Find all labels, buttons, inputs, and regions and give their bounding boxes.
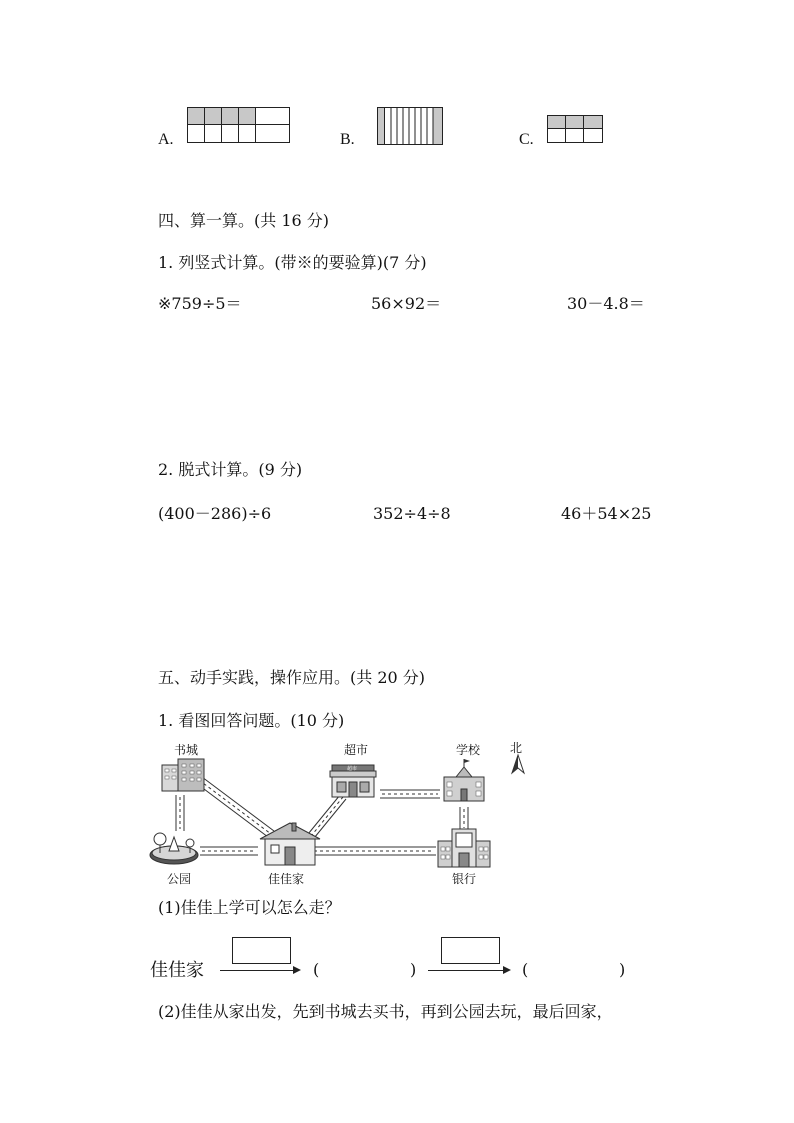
section4-q2-title: 2. 脱式计算。(9 分) bbox=[158, 460, 303, 479]
school-building-icon bbox=[444, 759, 484, 801]
section5-title: 五、动手实践，操作应用。(共 20 分) bbox=[158, 668, 426, 687]
home-house-icon bbox=[260, 823, 320, 865]
option-a-grid bbox=[187, 107, 290, 143]
map-label-school: 学校 bbox=[456, 743, 481, 757]
grid-cell bbox=[239, 125, 256, 142]
grid-cell bbox=[584, 116, 602, 129]
answer-blank-2[interactable] bbox=[534, 960, 618, 980]
map-figure bbox=[140, 735, 540, 890]
grid-cell bbox=[205, 108, 222, 125]
grid-cell bbox=[188, 108, 205, 125]
vertical-calc-item-3: 30－4.8＝ bbox=[567, 294, 645, 313]
bookstore-building-icon bbox=[162, 759, 204, 791]
option-a-label: A. bbox=[158, 131, 174, 148]
grid-cell bbox=[222, 108, 239, 125]
vertical-calc-item-1: ※759÷5＝ bbox=[158, 294, 242, 313]
section5-q1-title: 1. 看图回答问题。(10 分) bbox=[158, 711, 345, 730]
map-label-bookstore: 书城 bbox=[174, 743, 199, 757]
section4-q1-title: 1. 列竖式计算。(带※的要验算)(7 分) bbox=[158, 253, 427, 272]
map-label-north: 北 bbox=[510, 741, 523, 755]
grid-cell bbox=[548, 129, 566, 142]
direction-box-2[interactable] bbox=[441, 937, 500, 964]
stepwise-calc-item-3: 46＋54×25 bbox=[561, 504, 652, 523]
route-arrow-2 bbox=[428, 970, 504, 971]
vertical-calc-item-2: 56×92＝ bbox=[371, 294, 442, 313]
bank-building-icon bbox=[438, 829, 490, 867]
option-c-grid bbox=[547, 115, 603, 143]
grid-cell bbox=[548, 116, 566, 129]
option-c-label: C. bbox=[519, 131, 534, 148]
section4-title: 四、算一算。(共 16 分) bbox=[158, 211, 330, 230]
route-arrow-1 bbox=[220, 970, 294, 971]
grid-cell bbox=[188, 125, 205, 142]
answer-blank-1[interactable] bbox=[324, 960, 408, 980]
map-label-supermarket: 超市 bbox=[344, 743, 369, 757]
answer-paren-close-1: ) bbox=[410, 960, 417, 979]
grid-cell bbox=[239, 108, 256, 125]
option-b-label: B. bbox=[340, 131, 355, 148]
grid-cell bbox=[584, 129, 602, 142]
supermarket-sign: 超市 bbox=[347, 766, 358, 772]
grid-cell bbox=[256, 125, 289, 142]
grid-cell bbox=[256, 108, 289, 125]
map-label-home: 佳佳家 bbox=[268, 872, 305, 886]
park-icon bbox=[150, 833, 198, 864]
grid-cell bbox=[222, 125, 239, 142]
stepwise-calc-item-1: (400－286)÷6 bbox=[158, 504, 272, 523]
grid-cell bbox=[566, 129, 584, 142]
route-start-label: 佳佳家 bbox=[150, 960, 204, 981]
option-b-strips bbox=[377, 107, 443, 145]
direction-box-1[interactable] bbox=[232, 937, 291, 964]
sub-question-2: (2)佳佳从家出发，先到书城去买书，再到公园去玩，最后回家， bbox=[158, 1002, 613, 1021]
north-arrow-icon bbox=[512, 755, 524, 773]
road-network bbox=[176, 777, 468, 855]
answer-paren-close-2: ) bbox=[619, 960, 626, 979]
map-label-bank: 银行 bbox=[452, 872, 477, 886]
answer-paren-open-1: ( bbox=[313, 960, 320, 979]
arrow-head-icon bbox=[293, 966, 301, 974]
grid-cell bbox=[205, 125, 222, 142]
answer-paren-open-2: ( bbox=[522, 960, 529, 979]
map-label-park: 公园 bbox=[167, 872, 192, 886]
arrow-head-icon bbox=[503, 966, 511, 974]
stepwise-calc-item-2: 352÷4÷8 bbox=[373, 504, 451, 523]
sub-question-1: (1)佳佳上学可以怎么走？ bbox=[158, 898, 341, 917]
grid-cell bbox=[566, 116, 584, 129]
